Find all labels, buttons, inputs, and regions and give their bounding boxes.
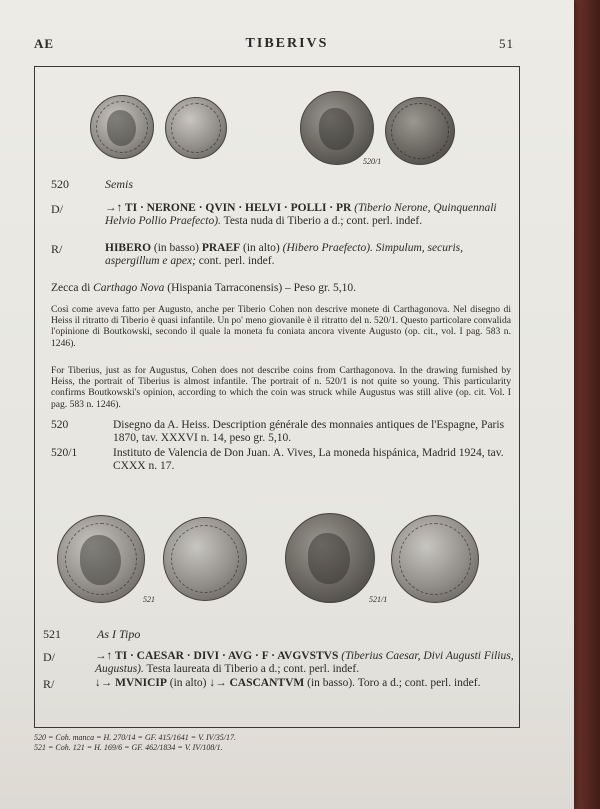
footnote: 521 = Coh. 121 = H. 169/6 = GF. 462/1834 = V. IV/108/1. [34,743,223,752]
entry-520-mint [51,282,511,295]
entry-520-obverse-desc: Testa nuda di Tiberio a d.; cont. perl. indef. [223,215,423,227]
reference-text: Disegno da A. Heiss. Description générale des monnaies antiques de l'Espagne, Paris 1870, tav. XXXVI n. 14, peso gr. 5,10. [113,419,505,444]
coin-520-obverse-image [90,95,154,159]
entry-521-obverse-legend: →↑ TI · CAESAR · DIVI · AVG · F · AVGVSTVS [95,650,339,662]
header-title: TIBERIVS [245,36,329,51]
entry-521-reverse-legend-1: ↓→ MVNICIP [95,677,167,689]
entry-520-mint-suffix: (Hispania Tarraconensis) – Peso gr. 5,10. [167,282,356,294]
coin-520-1-obverse-image [300,91,374,165]
coin-521-reverse-image [163,517,247,601]
entry-520-reverse-legend-1: HIBERO [105,242,152,254]
entry-520-reverse-label: R/ [51,242,63,256]
entry-520-denomination: Semis [105,177,133,191]
entry-520-obverse-expansion: (Tiberio Nerone, Quinquennali Helvio Pollio Praefecto). [105,202,497,227]
entry-520-obverse-legend: →↑ TI · NERONE · QVIN · HELVI · POLLI · PR [105,202,352,214]
entry-521-obverse-desc: Testa laureata di Tiberio a d.; cont. perl. indef. [146,663,360,675]
reference-number: 520 [51,419,69,431]
entry-521-obverse-label: D/ [43,650,55,664]
entry-521-obverse-text [95,650,515,676]
coin-521-1-obverse-image [285,513,375,603]
entry-520-mint-prefix: Zecca di [51,282,91,294]
entry-520-commentary-english: For Tiberius, just as for Augustus, Cohen does not describe coins from Carthagonova. In the drawing furnished by Heiss, the portrait of Tiberius is almost infantile. The portrait of n. 520/1 is not quite so young. This particularity confirms Boutkowski's opinion, according to which the coin was struck while Augustus was still alive (op. cit. Vol. I pag. 583 n. 1246). [51,365,511,410]
coin-521-obverse-image [57,515,145,603]
entry-521-reverse-text [95,677,515,690]
entry-520-reverse-desc: cont. perl. indef. [198,255,275,267]
coin-521-1-reverse-image [391,515,479,603]
coin-520-1-reverse-image [385,97,455,165]
coin-label-521-1: 521/1 [369,595,388,604]
coin-label-520-1: 520/1 [363,157,382,166]
entry-520-reverse-note-2: (in alto) [243,242,280,254]
entry-521-reverse-desc: Toro a d.; cont. perl. indef. [357,677,481,689]
entry-520-obverse-text [105,202,505,228]
coin-label-521: 521 [143,595,155,604]
entry-521-reverse-note-2: (in basso). [307,677,356,689]
entry-520-obverse-label: D/ [51,202,63,216]
entry-520-reverse-text [105,242,505,268]
entry-520-commentary-italian: Così come aveva fatto per Augusto, anche per Tiberio Cohen non descrive monete di Carthagonova. Nel disegno di Heiss il ritratto di Tiberio è quasi infantile. Un po' meno giovanile è il ritratto del n. 520/1. Questo particolare convalida l'opinione di Boutkowski, secondo il quale la moneta fu coniata ancora vivente Augusto (op. cit., vol. I pag. 583 n. 1246). [51,304,511,349]
footnote: 520 = Coh. manca = H. 270/14 = GF. 415/1641 = V. IV/35/17. [34,733,236,742]
entry-521-reverse-legend-2: ↓→ CASCANTVM [209,677,305,689]
coin-520-reverse-image [165,97,227,159]
reference-text: Instituto de Valencia de Don Juan. A. Vives, La moneda hispánica, Madrid 1924, tav. CXXX n. 17. [113,447,504,472]
entry-521-obverse-expansion: (Tiberius Caesar, Divi Augusti Filius, Augustus). [95,650,514,675]
entry-520-reverse-legend-2: PRAEF [201,242,241,254]
entry-521-reverse-note-1: (in alto) [169,677,207,689]
entry-520-number: 520 [51,177,69,191]
entry-521-denomination: As I Tipo [97,627,141,641]
header-metal: AE [34,36,55,51]
reference-number: 520/1 [51,447,78,459]
entry-520-reverse-note-1: (in basso) [153,242,199,254]
page-number: 51 [499,36,514,51]
entry-521-reverse-label: R/ [43,677,55,691]
entry-521-number: 521 [43,627,61,641]
content-frame [34,66,520,728]
entry-520-reverse-expansion: (Hibero Praefecto). Simpulum, securis, aspergillum e apex; [105,242,463,267]
entry-520-mint-name: Carthago Nova [93,282,165,294]
